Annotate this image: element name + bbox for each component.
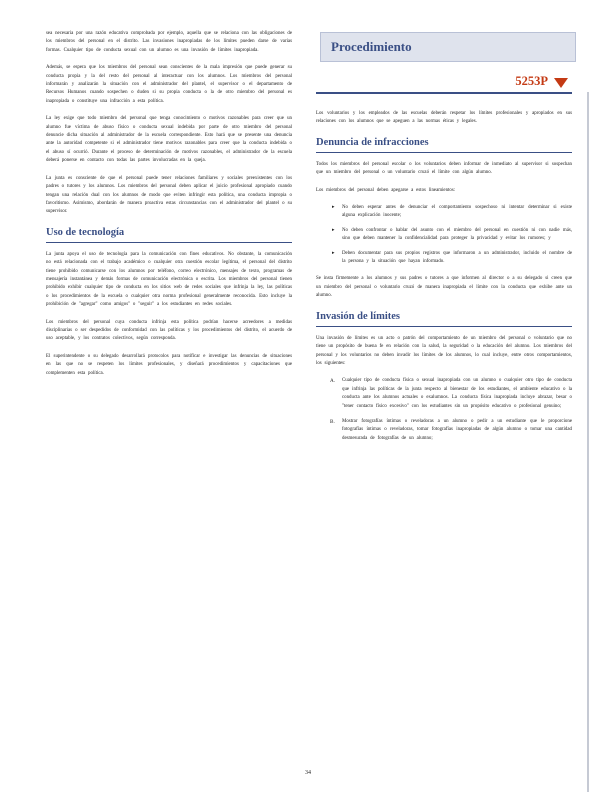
section-heading-reporting: Denuncia de infracciones bbox=[316, 136, 572, 153]
list-item bbox=[330, 377, 572, 411]
body-paragraph: Los miembros del personal cuya conducta infrinja esta política podrían hacerse acreedores a medidas disciplinarias o ser despedidos de conformidad con las políticas y los procedimientos del distrito, el acuerdo de uso aceptable, y los contratos colectivos, según corresponda. bbox=[46, 319, 292, 342]
section-heading-boundary-invasion: Invasión de límites bbox=[316, 310, 572, 327]
list-item bbox=[330, 418, 572, 443]
bullet-icon: ▸ bbox=[332, 227, 335, 233]
list-item-text: Mostrar fotografías íntimas o reveladoras a un alumno o pedir a un estudiante que le proporcione fotografías íntimas o reveladoras, tomar fotografías inapropiadas de algún alumno o tomar una cantidad desmesurada de fotografías de un alumno; bbox=[342, 418, 572, 441]
list-marker: A. bbox=[330, 378, 336, 385]
list-marker: B. bbox=[330, 418, 335, 425]
section-heading-technology: Uso de tecnología bbox=[46, 226, 292, 243]
bullet-icon: ▸ bbox=[332, 250, 335, 256]
triangle-down-icon bbox=[554, 78, 568, 88]
list-item bbox=[332, 204, 572, 221]
header-divider bbox=[316, 92, 572, 94]
list-item-text: No deben confrontar o hablar del asunto con el miembro del personal en cuestión ni con nadie más, sino que deben mantener la confidencialidad para proteger la privacidad y evitar los rumores; y bbox=[342, 227, 572, 242]
bullet-icon: ▸ bbox=[332, 205, 335, 211]
procedure-title: Procedimiento bbox=[331, 39, 412, 54]
body-paragraph: Todos los miembros del personal escolar o los voluntarios deben informar de inmediato al supervisor si sospechan que un miembro del personal o un voluntario cruzó el límite con algún alumno. bbox=[316, 161, 572, 176]
list-item bbox=[332, 250, 572, 267]
body-paragraph: Además, se espera que los miembros del personal sean conscientes de la mala impresión que puede generar su conducta propia y la del resto del personal al interactuar con los alumnos. Los miembros del personal informarán y analizarán la situación con el administrador del plantel, el supervisor o el departamento de Recursos Humanos cuando sospechen o duden si su propia conducta o la de otro miembro del personal es inapropiada o constituye una infracción a esta política. bbox=[46, 65, 292, 104]
body-paragraph: La junta es consciente de que el personal puede tener relaciones familiares y sociales preexistentes con los padres o tutores y los alumnos. Los miembros del personal deben aplicar el juicio profesional apropiado cuando tengan una relación dual con los alumnos de modo que eviten infringir esta política, una conducta impropia o favoritismo. Asimismo, abordarán de manera proactiva estas circunstancias con el administrador del plantel o su supervisor. bbox=[46, 175, 292, 215]
body-paragraph: Los miembros del personal deben apegarse a estos lineamientos: bbox=[316, 187, 456, 193]
body-paragraph: La ley exige que todo miembro del personal que tenga conocimiento o motivos razonables para creer que un alumno fue víctima de abuso físico o conducta sexual indebida por parte de otro miembro del personal denuncie dicha situación al administrador de la escuela correspondiente. Esto hará que se presente una denuncia ante la autoridad competente si el administrador tiene motivos razonables para creer que la conducta indebida o el abuso sí ocurrió. Durante el proceso de determinación de motivos razonables, el administrador de la escuela deberá ponerse en contacto con todas las partes involucradas en la queja. bbox=[46, 116, 292, 164]
policy-code: 5253P bbox=[515, 74, 548, 88]
page-edge-rule bbox=[587, 92, 589, 792]
body-paragraph: La junta apoya el uso de tecnología para la comunicación con fines educativos. No obstante, la comunicación no está relacionada con el trabajo académico o cualquier otra cuestión escolar legítima, el personal del distrito tiene prohibido comunicarse con los alumnos por teléfono, correo electrónico, mensajes de texto, programas de mensajería instantánea y demás formas de comunicación electrónica o escrita. Los miembros del personal tienen prohibido exhibir cualquier tipo de conducta en los sitios web de redes sociales que infrinja la ley, las políticas o los procedimientos de la escuela o cualquier otra norma profesional generalmente reconocida. Esto incluye la prohibición de "agregar" como amigos" o "seguir" a los estudiantes en redes sociales. bbox=[46, 251, 292, 308]
body-paragraph: sea necesaria por una razón educativa comprobada por ejemplo, aquella que se relaciona con las obligaciones de los miembros del personal en el distrito. Las invasiones inapropiadas de los límites pueden darse de varias formas. Cualquier tipo de conducta sexual con un alumno es una invasión de límites inapropiada. bbox=[46, 31, 292, 53]
policy-code-row bbox=[316, 72, 572, 92]
body-paragraph: Una invasión de límites es un acto o patrón del comportamiento de un miembro del personal o voluntario que no tiene un propósito de buena fe en relación con la salud, la seguridad o la educación del alumno. Los miembros del personal y los voluntarios no deben invadir los límites de los alumnos, lo cual incluye, entre otros comportamientos, los siguientes: bbox=[316, 335, 572, 366]
procedure-title-box bbox=[320, 32, 576, 62]
right-column bbox=[316, 110, 572, 450]
list-item-text: Cualquier tipo de conducta física o sexual inapropiada con un alumno o cualquier otro tipo de conducta que infrinja las políticas de la junta respecto al bienestar de los estudiantes, el ambiente educativo o la conducta ante los alumnos actuales o exalumnos. La conducta física inapropiada incluye abrazar, besar o "tener contacto físico excesivo" con los estudiantes sin un propósito educativo o profesional genuino; bbox=[342, 378, 572, 409]
page-number: 34 bbox=[305, 770, 311, 776]
intro-paragraph: Los voluntarios y los empleados de las escuelas deberán respetar los límites profesionales y apropiados en sus relaciones con los alumnos que se apeguen a las normas éticas y legales. bbox=[316, 111, 572, 125]
left-column bbox=[46, 30, 292, 387]
body-paragraph: Se insta firmemente a los alumnos y sus padres o tutores a que informen al director o a su delegado si creen que un miembro del personal o voluntario cruzó de manera inapropiada el límite con la conducta que exhibe ante un alumno. bbox=[316, 276, 572, 299]
list-item-text: No deben esperar antes de denunciar el comportamiento sospechoso ni intentar determinar si existe alguna explicación inocente; bbox=[342, 205, 572, 219]
body-paragraph: El superintendente o su delegado desarrollará protocolos para notificar e investigar las denuncias de situaciones en las que no se respeten los límites profesionales, y diseñará procedimientos y capacitaciones que complementen esta política. bbox=[46, 353, 292, 376]
list-item bbox=[332, 227, 572, 244]
list-item-text: Deben documentar para sus propios registros que informaron a un administrador, incluido el nombre de la persona y la situación que hayan informado. bbox=[342, 250, 572, 265]
